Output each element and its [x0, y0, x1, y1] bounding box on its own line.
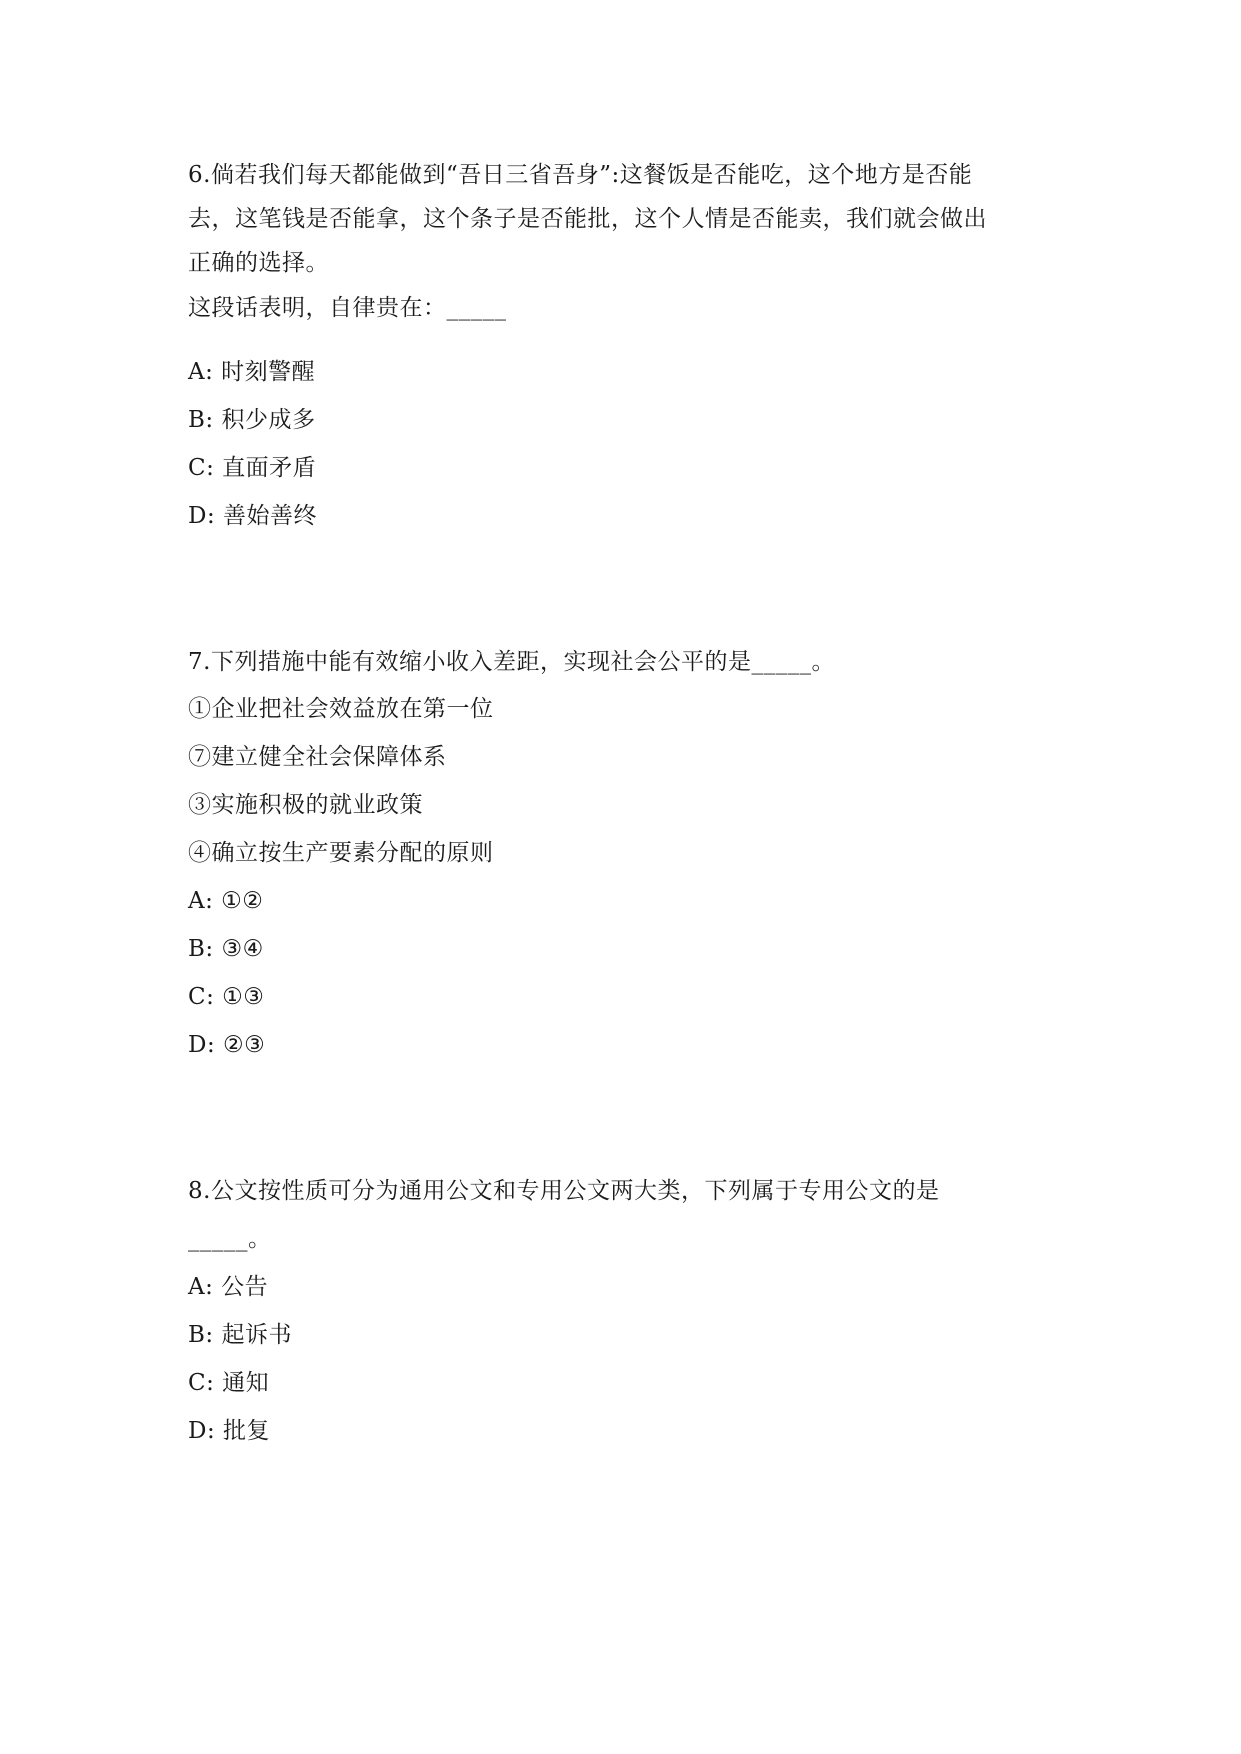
question-7-option-a: A: ①②	[188, 888, 264, 914]
question-7-item-1: ①企业把社会效益放在第一位	[188, 696, 494, 722]
question-8-option-a: A: 公告	[188, 1274, 269, 1300]
question-6-stem-line-3: 正确的选择。	[188, 250, 329, 276]
question-8-option-c: C: 通知	[188, 1370, 270, 1396]
question-6-option-a: A: 时刻警醒	[188, 359, 316, 385]
question-7-option-d: D: ②③	[188, 1032, 266, 1058]
question-7-item-4: ④确立按生产要素分配的原则	[188, 840, 494, 866]
question-7-option-c: C: ①③	[188, 984, 265, 1010]
question-7-stem-line-1: 7.下列措施中能有效缩小收入差距，实现社会公平的是_____。	[188, 649, 835, 675]
question-6-option-d: D: 善始善终	[188, 503, 318, 529]
question-7-item-3: ③实施积极的就业政策	[188, 792, 423, 818]
question-8-option-b: B: 起诉书	[188, 1322, 292, 1348]
question-7-option-b: B: ③④	[188, 936, 264, 962]
question-6-stem-line-1: 6.倘若我们每天都能做到“吾日三省吾身”:这餐饭是否能吃，这个地方是否能	[188, 162, 973, 188]
question-6-prompt: 这段话表明，自律贵在：_____	[188, 295, 507, 321]
question-6-stem-line-2: 去，这笔钱是否能拿，这个条子是否能批，这个人情是否能卖，我们就会做出	[188, 206, 987, 232]
question-7-item-2: ⑦建立健全社会保障体系	[188, 744, 447, 770]
question-8-stem-line-2: _____。	[188, 1226, 272, 1252]
question-8-stem-line-1: 8.公文按性质可分为通用公文和专用公文两大类，下列属于专用公文的是	[188, 1178, 940, 1204]
question-6-option-b: B: 积少成多	[188, 407, 316, 433]
question-6-option-c: C: 直面矛盾	[188, 455, 317, 481]
question-8-option-d: D: 批复	[188, 1418, 271, 1444]
